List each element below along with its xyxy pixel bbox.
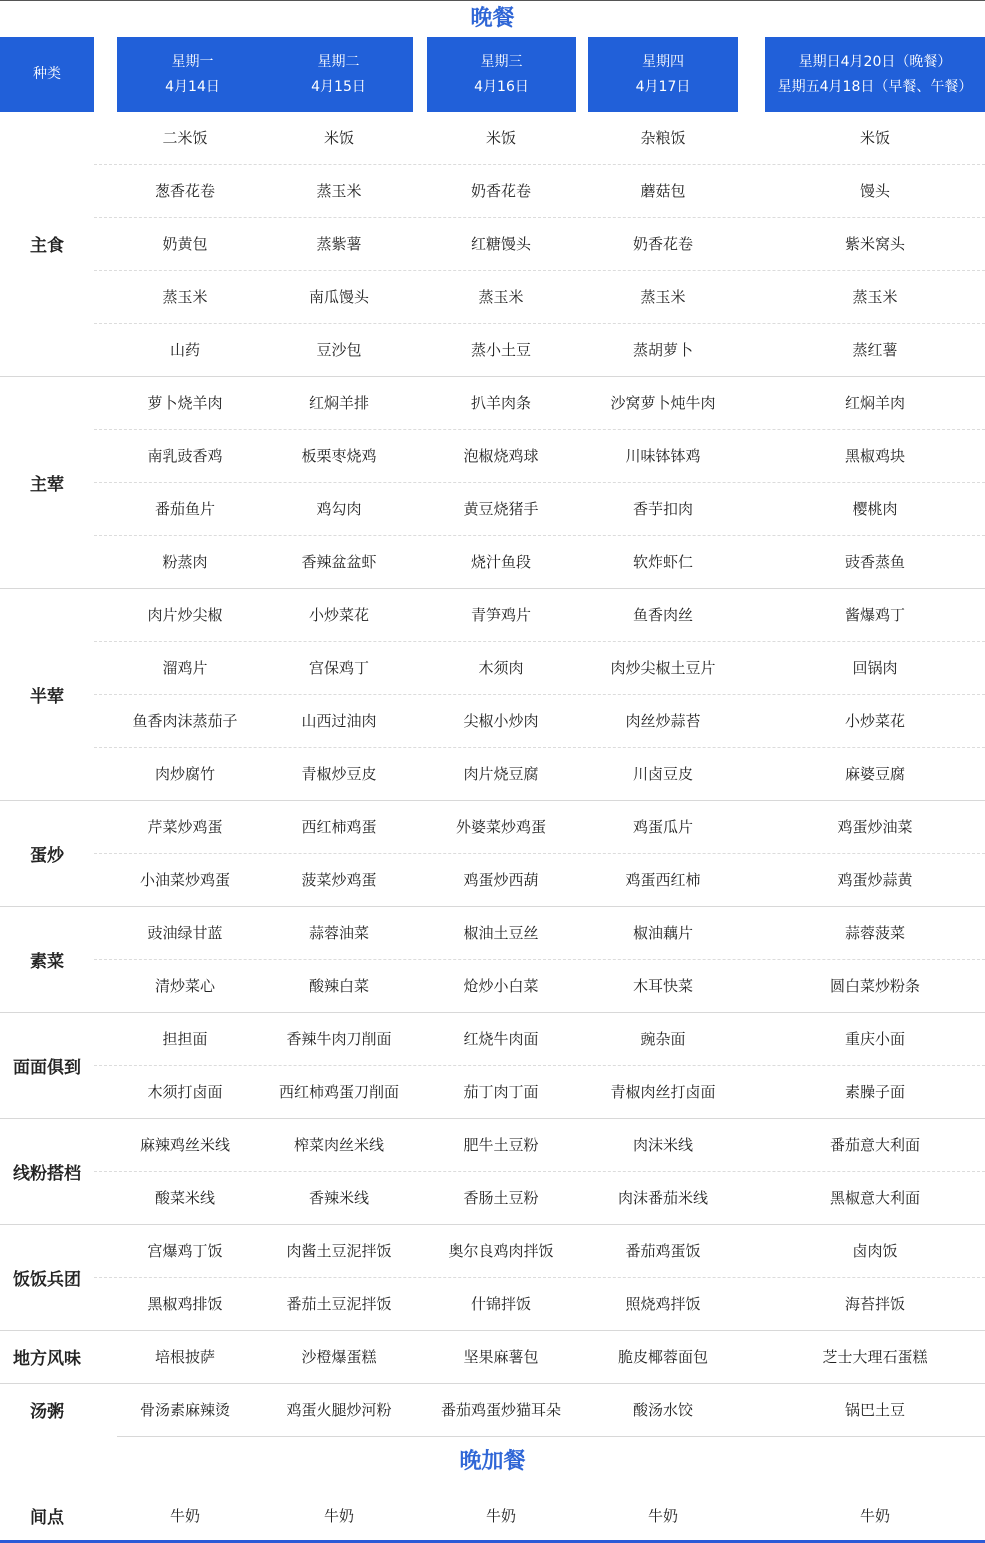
category-label: 汤粥 [30,1402,64,1422]
header-day-line2: 星期五4月18日（早餐、午餐） [777,78,973,95]
menu-item: 青椒肉丝打卤面 [610,1083,716,1101]
menu-item: 榨菜肉丝米线 [293,1136,384,1154]
menu-item: 芹菜炒鸡蛋 [147,818,223,836]
late-item: 牛奶 [485,1506,516,1525]
header-day [427,37,576,112]
menu-item: 番茄土豆泥拌饭 [286,1295,392,1313]
menu-item: 紫米窝头 [844,235,905,253]
menu-item: 黑椒鸡块 [844,447,905,465]
menu-item: 南瓜馒头 [308,288,369,306]
menu-item: 宫爆鸡丁饭 [147,1242,223,1260]
menu-item: 培根披萨 [154,1348,215,1366]
menu-item: 外婆菜炒鸡蛋 [455,818,546,836]
menu-item: 肉炒腐竹 [154,765,215,783]
menu-item: 酸菜米线 [154,1189,215,1207]
menu-item: 椒油藕片 [632,924,693,942]
menu-item: 板栗枣烧鸡 [301,447,377,465]
menu-item: 木耳快菜 [632,977,693,995]
header-day-line1: 星期日4月20日（晚餐） [798,53,952,70]
header-day-line1: 星期二 [317,53,360,70]
menu-item: 豆沙包 [316,341,362,359]
menu-item: 卤肉饭 [852,1242,898,1260]
menu-item: 肉沫米线 [632,1136,693,1154]
menu-item: 溜鸡片 [162,659,208,677]
menu-item: 豉油绿甘蓝 [147,924,223,942]
menu-item: 酸汤水饺 [632,1401,693,1419]
menu-item: 宫保鸡丁 [308,659,369,677]
menu-item: 南乳豉香鸡 [147,447,223,465]
menu-item: 萝卜烧羊肉 [147,394,223,412]
menu-item: 麻婆豆腐 [844,765,905,783]
menu-item: 米饭 [323,129,354,147]
late-item: 牛奶 [647,1506,678,1525]
menu-item: 山药 [169,341,200,359]
menu-item: 小炒菜花 [308,606,369,624]
menu-item: 杂粮饭 [640,129,686,147]
menu-item: 鱼香肉丝 [632,606,693,624]
menu-item: 尖椒小炒肉 [463,712,539,730]
header-category: 种类 [0,37,94,112]
menu-item: 奥尔良鸡肉拌饭 [448,1242,554,1260]
menu-item: 什锦拌饭 [470,1295,531,1313]
menu-item: 葱香花卷 [154,182,215,200]
menu-item: 川卤豆皮 [632,765,693,783]
menu-item: 香辣牛肉刀削面 [286,1030,392,1048]
menu-item: 鱼香肉沫蒸茄子 [132,712,238,730]
header-day [117,37,268,112]
menu-item: 麻辣鸡丝米线 [139,1136,230,1154]
menu-item: 泡椒烧鸡球 [463,447,539,465]
menu-item: 黑椒鸡排饭 [147,1295,223,1313]
menu-item: 樱桃肉 [852,500,898,518]
menu-item: 清炒菜心 [154,977,215,995]
top-border [0,0,985,1]
menu-item: 蘑菇包 [640,182,686,200]
category-label: 面面俱到 [13,1057,81,1078]
menu-item: 肉酱土豆泥拌饭 [286,1242,392,1260]
category-label: 地方风味 [13,1349,81,1369]
menu-item: 海苔拌饭 [844,1295,905,1313]
menu-item: 木须肉 [478,659,524,677]
menu-item: 木须打卤面 [147,1083,223,1101]
header-day-line1: 星期一 [171,53,214,70]
header-day-line2: 4月14日 [165,78,220,95]
menu-item: 菠菜炒鸡蛋 [301,871,377,889]
late-item: 牛奶 [169,1506,200,1525]
menu-item: 肉炒尖椒土豆片 [610,659,716,677]
menu-item: 蒸玉米 [162,288,208,306]
menu-item: 西红柿鸡蛋刀削面 [278,1083,399,1101]
category-label: 线粉搭档 [13,1163,81,1184]
category-label: 主荤 [30,474,64,495]
menu-item: 鸡蛋炒油菜 [837,818,913,836]
menu-item: 红焖羊肉 [844,394,905,412]
menu-item: 酱爆鸡丁 [844,606,905,624]
menu-item: 蒜蓉油菜 [308,924,369,942]
menu-item: 山西过油肉 [301,712,377,730]
menu-item: 豌杂面 [640,1030,686,1048]
menu-item: 肉片炒尖椒 [147,606,223,624]
menu-item: 番茄鸡蛋炒猫耳朵 [440,1401,561,1419]
menu-item: 骨汤素麻辣烫 [139,1401,230,1419]
menu-item: 鸡蛋炒蒜黄 [837,871,913,889]
menu-item: 沙橙爆蛋糕 [301,1348,377,1366]
header-day-line1: 星期三 [480,53,523,70]
menu-item: 番茄鱼片 [154,500,215,518]
menu-item: 香辣盆盆虾 [301,553,377,571]
menu-item: 照烧鸡拌饭 [625,1295,701,1313]
category-label: 半荤 [30,686,64,707]
menu-item: 素臊子面 [844,1083,905,1101]
menu-item: 坚果麻薯包 [463,1348,539,1366]
menu-item: 川味钵钵鸡 [625,447,701,465]
menu-item: 蒸紫薯 [316,235,362,253]
header-day-line2: 4月17日 [635,78,691,95]
menu-item: 奶黄包 [162,235,208,253]
header-day [264,37,413,112]
menu-item: 蒸玉米 [316,182,362,200]
menu-item: 粉蒸肉 [162,553,208,571]
menu-item: 黄豆烧猪手 [463,500,539,518]
menu-item: 蒸胡萝卜 [632,341,693,359]
menu-item: 重庆小面 [844,1030,905,1048]
menu-item: 馒头 [859,182,890,200]
menu-item: 红糖馒头 [470,235,531,253]
late-item: 牛奶 [323,1506,354,1525]
menu-item: 番茄鸡蛋饭 [625,1242,701,1260]
menu-item: 芝士大理石蛋糕 [822,1348,928,1366]
menu-item: 肥牛土豆粉 [463,1136,539,1154]
late-category-label: 间点 [30,1507,64,1528]
menu-item: 茄丁肉丁面 [463,1083,539,1101]
menu-item: 黑椒意大利面 [829,1189,920,1207]
header-day [765,37,985,112]
category-label: 主食 [30,236,64,256]
late-item: 牛奶 [859,1506,890,1525]
menu-item: 红焖羊排 [308,394,369,412]
menu-item: 肉沫番茄米线 [617,1189,708,1207]
menu-item: 鸡蛋瓜片 [632,818,693,836]
menu-item: 奶香花卷 [632,235,693,253]
menu-item: 小炒菜花 [844,712,905,730]
menu-item: 香辣米线 [308,1189,369,1207]
menu-item: 鸡勾肉 [316,500,362,518]
header-day-line2: 4月16日 [474,78,529,95]
menu-item: 米饭 [859,129,890,147]
menu-item: 脆皮椰蓉面包 [617,1348,708,1366]
menu-item: 蒜蓉菠菜 [844,924,905,942]
menu-item: 二米饭 [162,129,208,147]
menu-item: 西红柿鸡蛋 [301,818,377,836]
table-end-divider [117,1436,985,1437]
menu-item: 蒸红薯 [852,341,898,359]
menu-item: 奶香花卷 [470,182,531,200]
menu-item: 蒸玉米 [478,288,524,306]
menu-item: 红烧牛肉面 [463,1030,539,1048]
header-day-line1: 星期四 [642,53,684,70]
menu-item: 担担面 [162,1030,208,1048]
menu-item: 豉香蒸鱼 [844,553,905,571]
menu-item: 青椒炒豆皮 [301,765,377,783]
dinner-title: 晚餐 [470,6,515,31]
menu-item: 蒸玉米 [640,288,686,306]
menu-item: 酸辣白菜 [308,977,369,995]
category-label: 素菜 [30,951,64,972]
menu-item: 回锅肉 [852,659,898,677]
menu-item: 沙窝萝卜炖牛肉 [610,394,716,412]
header-day-line2: 4月15日 [311,78,366,95]
menu-item: 番茄意大利面 [829,1136,920,1154]
header-day [588,37,738,112]
category-label: 蛋炒 [30,845,64,866]
menu-item: 蒸玉米 [852,288,898,306]
menu-item: 肉片烧豆腐 [463,765,539,783]
menu-item: 米饭 [485,129,516,147]
category-label: 饭饭兵团 [13,1269,81,1290]
menu-item: 小油菜炒鸡蛋 [139,871,230,889]
menu-item: 圆白菜炒粉条 [829,977,920,995]
menu-item: 锅巴土豆 [844,1401,905,1419]
menu-item: 肉丝炒蒜苔 [625,712,701,730]
menu-item: 椒油土豆丝 [463,924,539,942]
menu-item: 香芋扣肉 [632,500,693,518]
menu-item: 蒸小土豆 [470,341,531,359]
menu-item: 炝炒小白菜 [463,977,539,995]
menu-item: 软炸虾仁 [632,553,693,571]
menu-item: 鸡蛋西红柿 [625,871,701,889]
menu-item: 鸡蛋炒西葫 [463,871,539,889]
late-meal-title: 晚加餐 [459,1449,526,1474]
menu-item: 鸡蛋火腿炒河粉 [286,1401,392,1419]
menu-item: 烧汁鱼段 [470,553,531,571]
menu-item: 香肠土豆粉 [463,1189,539,1207]
menu-item: 青笋鸡片 [470,606,531,624]
menu-item: 扒羊肉条 [470,394,531,412]
